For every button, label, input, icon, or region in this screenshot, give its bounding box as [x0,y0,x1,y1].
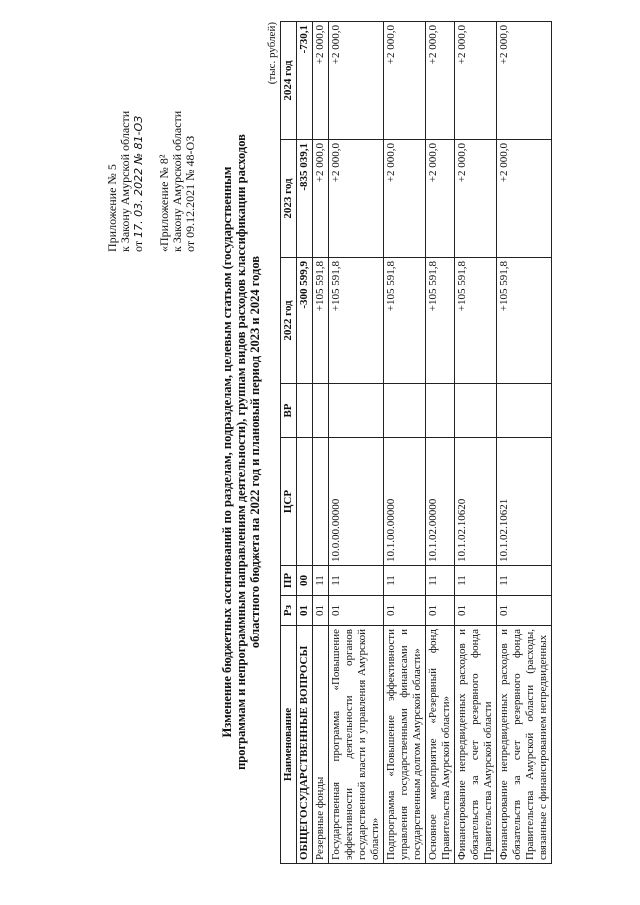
budget-table [280,21,552,864]
header-2024: 2024 год [281,22,297,140]
header-rz: Рз [281,596,297,626]
title-line-3: областного бюджета на 2022 год и плановый период 2023 и 2024 годов [248,255,262,649]
amended-appendix-date: от 09.12.2021 № 48-ОЗ [183,135,197,252]
row-vr [329,384,384,438]
table-row [384,22,426,864]
row-2024: +2 000,0 [329,22,384,140]
row-2023: +2 000,0 [384,140,426,258]
appendix-date-prefix: от [131,240,145,252]
title-line-2: программам и непрограммным направлениям деятельности), группам видов расходов классификации расходов [234,134,248,770]
row-csr: 10.1.00.00000 [384,438,426,566]
row-2024: +2 000,0 [313,22,329,140]
row-2023: -835 039,1 [297,140,313,258]
row-rz: 01 [384,596,426,626]
header-vr: ВР [281,384,297,438]
row-2022: +105 591,8 [455,258,497,384]
table-row [426,22,455,864]
header-2023: 2023 год [281,140,297,258]
row-rz: 01 [329,596,384,626]
row-rz: 01 [497,596,552,626]
row-2024: +2 000,0 [455,22,497,140]
appendix-number: Приложение № 5 [105,164,119,252]
row-csr: 10.1.02.10621 [497,438,552,566]
row-csr: 10.1.02.00000 [426,438,455,566]
row-rz: 01 [455,596,497,626]
row-2022: -300 599,9 [297,258,313,384]
handwritten-date-number: 17. 03. 2022 № 81-ОЗ [132,115,145,238]
row-2022: +105 591,8 [329,258,384,384]
row-name: Финансирование непредвиденных расходов и обязательств за счет резервного фонда Правительства Амурской области (расходы, связанные с финансированием непредвиденных [497,626,552,864]
row-2022: +105 591,8 [497,258,552,384]
rotated-document [10,12,630,892]
table-row [329,22,384,864]
row-pr: 11 [313,566,329,596]
row-rz: 01 [313,596,329,626]
row-name: Подпрограмма «Повышение эффективности управления государственными финансами и государственным долгом Амурской области» [384,626,426,864]
row-pr: 11 [426,566,455,596]
header-name: Наименование [281,626,297,864]
row-vr [497,384,552,438]
row-vr [455,384,497,438]
title-line-1: Изменение бюджетных ассигнований по разделам, подразделам, целевым статьям (государственным [220,166,234,738]
row-2024: +2 000,0 [384,22,426,140]
table-row [455,22,497,864]
row-2022: +105 591,8 [384,258,426,384]
row-pr: 11 [497,566,552,596]
row-vr [297,384,313,438]
row-name: Финансирование непредвиденных расходов и обязательств за счет резервного фонда Правительства Амурской области [455,626,497,864]
appendix-reference [106,111,197,252]
row-name: Государственная программа «Повышение эффективности деятельности органов государственной власти и управления Амурской области» [329,626,384,864]
row-pr: 11 [455,566,497,596]
row-pr: 00 [297,566,313,596]
row-2024: +2 000,0 [426,22,455,140]
row-vr [384,384,426,438]
row-2024: -730,1 [297,22,313,140]
row-csr [313,438,329,566]
row-2023: +2 000,0 [426,140,455,258]
header-2022: 2022 год [281,258,297,384]
row-pr: 11 [384,566,426,596]
units-label: (тыс. рублей) [266,22,278,85]
document-title [220,42,262,862]
amended-appendix-number: «Приложение № 8² [157,154,171,252]
row-vr [313,384,329,438]
row-vr [426,384,455,438]
row-name: Резервные фонды [313,626,329,864]
table-row [313,22,329,864]
row-2023: +2 000,0 [497,140,552,258]
row-csr: 10.0.00.00000 [329,438,384,566]
table-header-row [281,22,297,864]
row-csr [297,438,313,566]
row-name: ОБЩЕГОСУДАРСТВЕННЫЕ ВОПРОСЫ [297,626,313,864]
row-rz: 01 [297,596,313,626]
header-csr: ЦСР [281,438,297,566]
row-2023: +2 000,0 [313,140,329,258]
table-row [497,22,552,864]
appendix-law-ref: к Закону Амурской области [118,110,132,252]
row-2023: +2 000,0 [455,140,497,258]
row-2022: +105 591,8 [313,258,329,384]
amended-appendix-law-ref: к Закону Амурской области [170,110,184,252]
row-2023: +2 000,0 [329,140,384,258]
appendix-date-line [132,111,145,252]
row-rz: 01 [426,596,455,626]
row-pr: 11 [329,566,384,596]
row-name: Основное мероприятие «Резервный фонд Правительства Амурской области» [426,626,455,864]
row-csr: 10.1.02.10620 [455,438,497,566]
header-pr: ПР [281,566,297,596]
row-2022: +105 591,8 [426,258,455,384]
row-2024: +2 000,0 [497,22,552,140]
table-row [297,22,313,864]
